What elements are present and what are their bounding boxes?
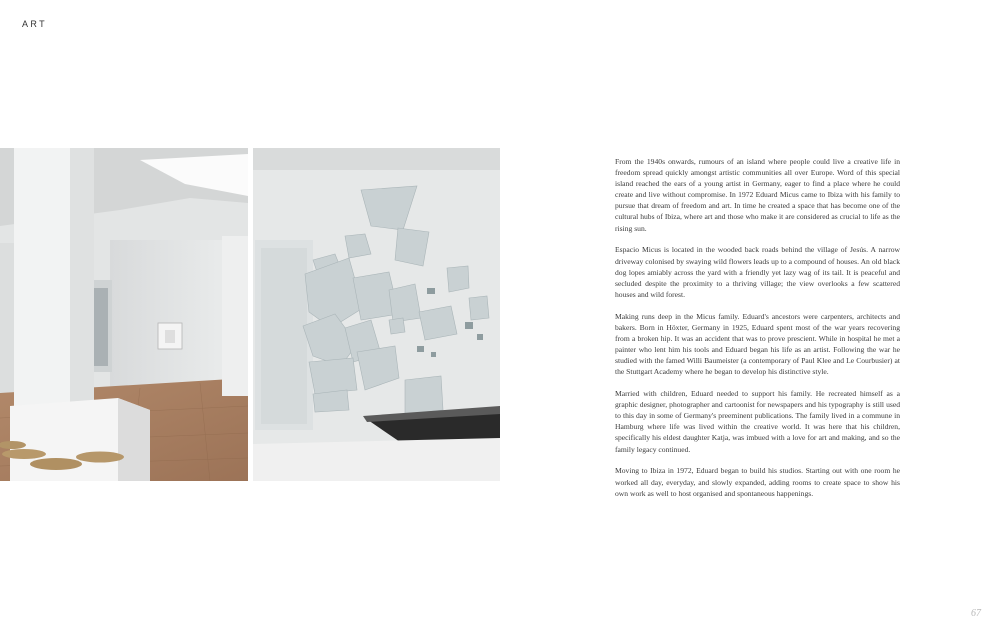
- paragraph-1: From the 1940s onwards, rumours of an island where people could live a creative life in freedom spread quickly amongst artistic communities all over Europe. Word of this special island reached the ears of a young artist in Germany, eager to find a place where he could create and live without compromise. In 1972 Eduard Micus came to Ibiza with his family to pursue that dream of freedom and art. In time he created a space that has become one of the cultural hubs of Ibiza, where art and those who make it are considered as crucial to life as the rising sun.: [615, 157, 900, 233]
- paragraph-4: Married with children, Eduard needed to support his family. He recreated himself as a graphic designer, photographer and cartoonist for newspapers and his typography is still used to this day in some of Germany's preeminent publications. The family lived in a commune in Hamburg where life was lived within the creative world. It was here that his children, specifically his eldest daughter Katja, was imbued with a love for art and making, and so the family legacy continued.: [615, 389, 900, 454]
- section-label: ART: [22, 19, 48, 29]
- paragraph-2: Espacio Micus is located in the wooded back roads behind the village of Jesús. A narrow driveway colonised by swaying wild flowers leads up to a compound of houses. An old black dog lopes amiably across the yard with a friendly yet lazy wag of its tail. It is peaceful and secluded despite the proximity to a thriving village; the view overlooks a few scattered houses and wild forest.: [615, 245, 900, 299]
- page-number: 67: [971, 608, 981, 619]
- paragraph-5: Moving to Ibiza in 1972, Eduard began to build his studios. Starting out with one room he worked all day, everyday, and slowly expanded, adding rooms to create space to show his own work as well to host organised and spontaneous happenings.: [615, 466, 900, 498]
- wall-sculpture-photo: [253, 148, 500, 481]
- paragraph-3: Making runs deep in the Micus family. Eduard's ancestors were carpenters, architects and bakers. Born in Höxter, Germany in 1925, Eduard spent most of the war years recovering from a broken hip. It was an accident that was to prove prescient. While in hospital he met a painter who lent him his tools and Eduard began his life as an artist. Following the war he studied with the famed Willi Baumeister (a contemporary of Paul Klee and Le Courbusier) at the Stuttgart Academy where he began to develop his distinctive style.: [615, 311, 900, 377]
- article-body: [615, 156, 900, 510]
- gallery-interior-photo: [0, 148, 248, 481]
